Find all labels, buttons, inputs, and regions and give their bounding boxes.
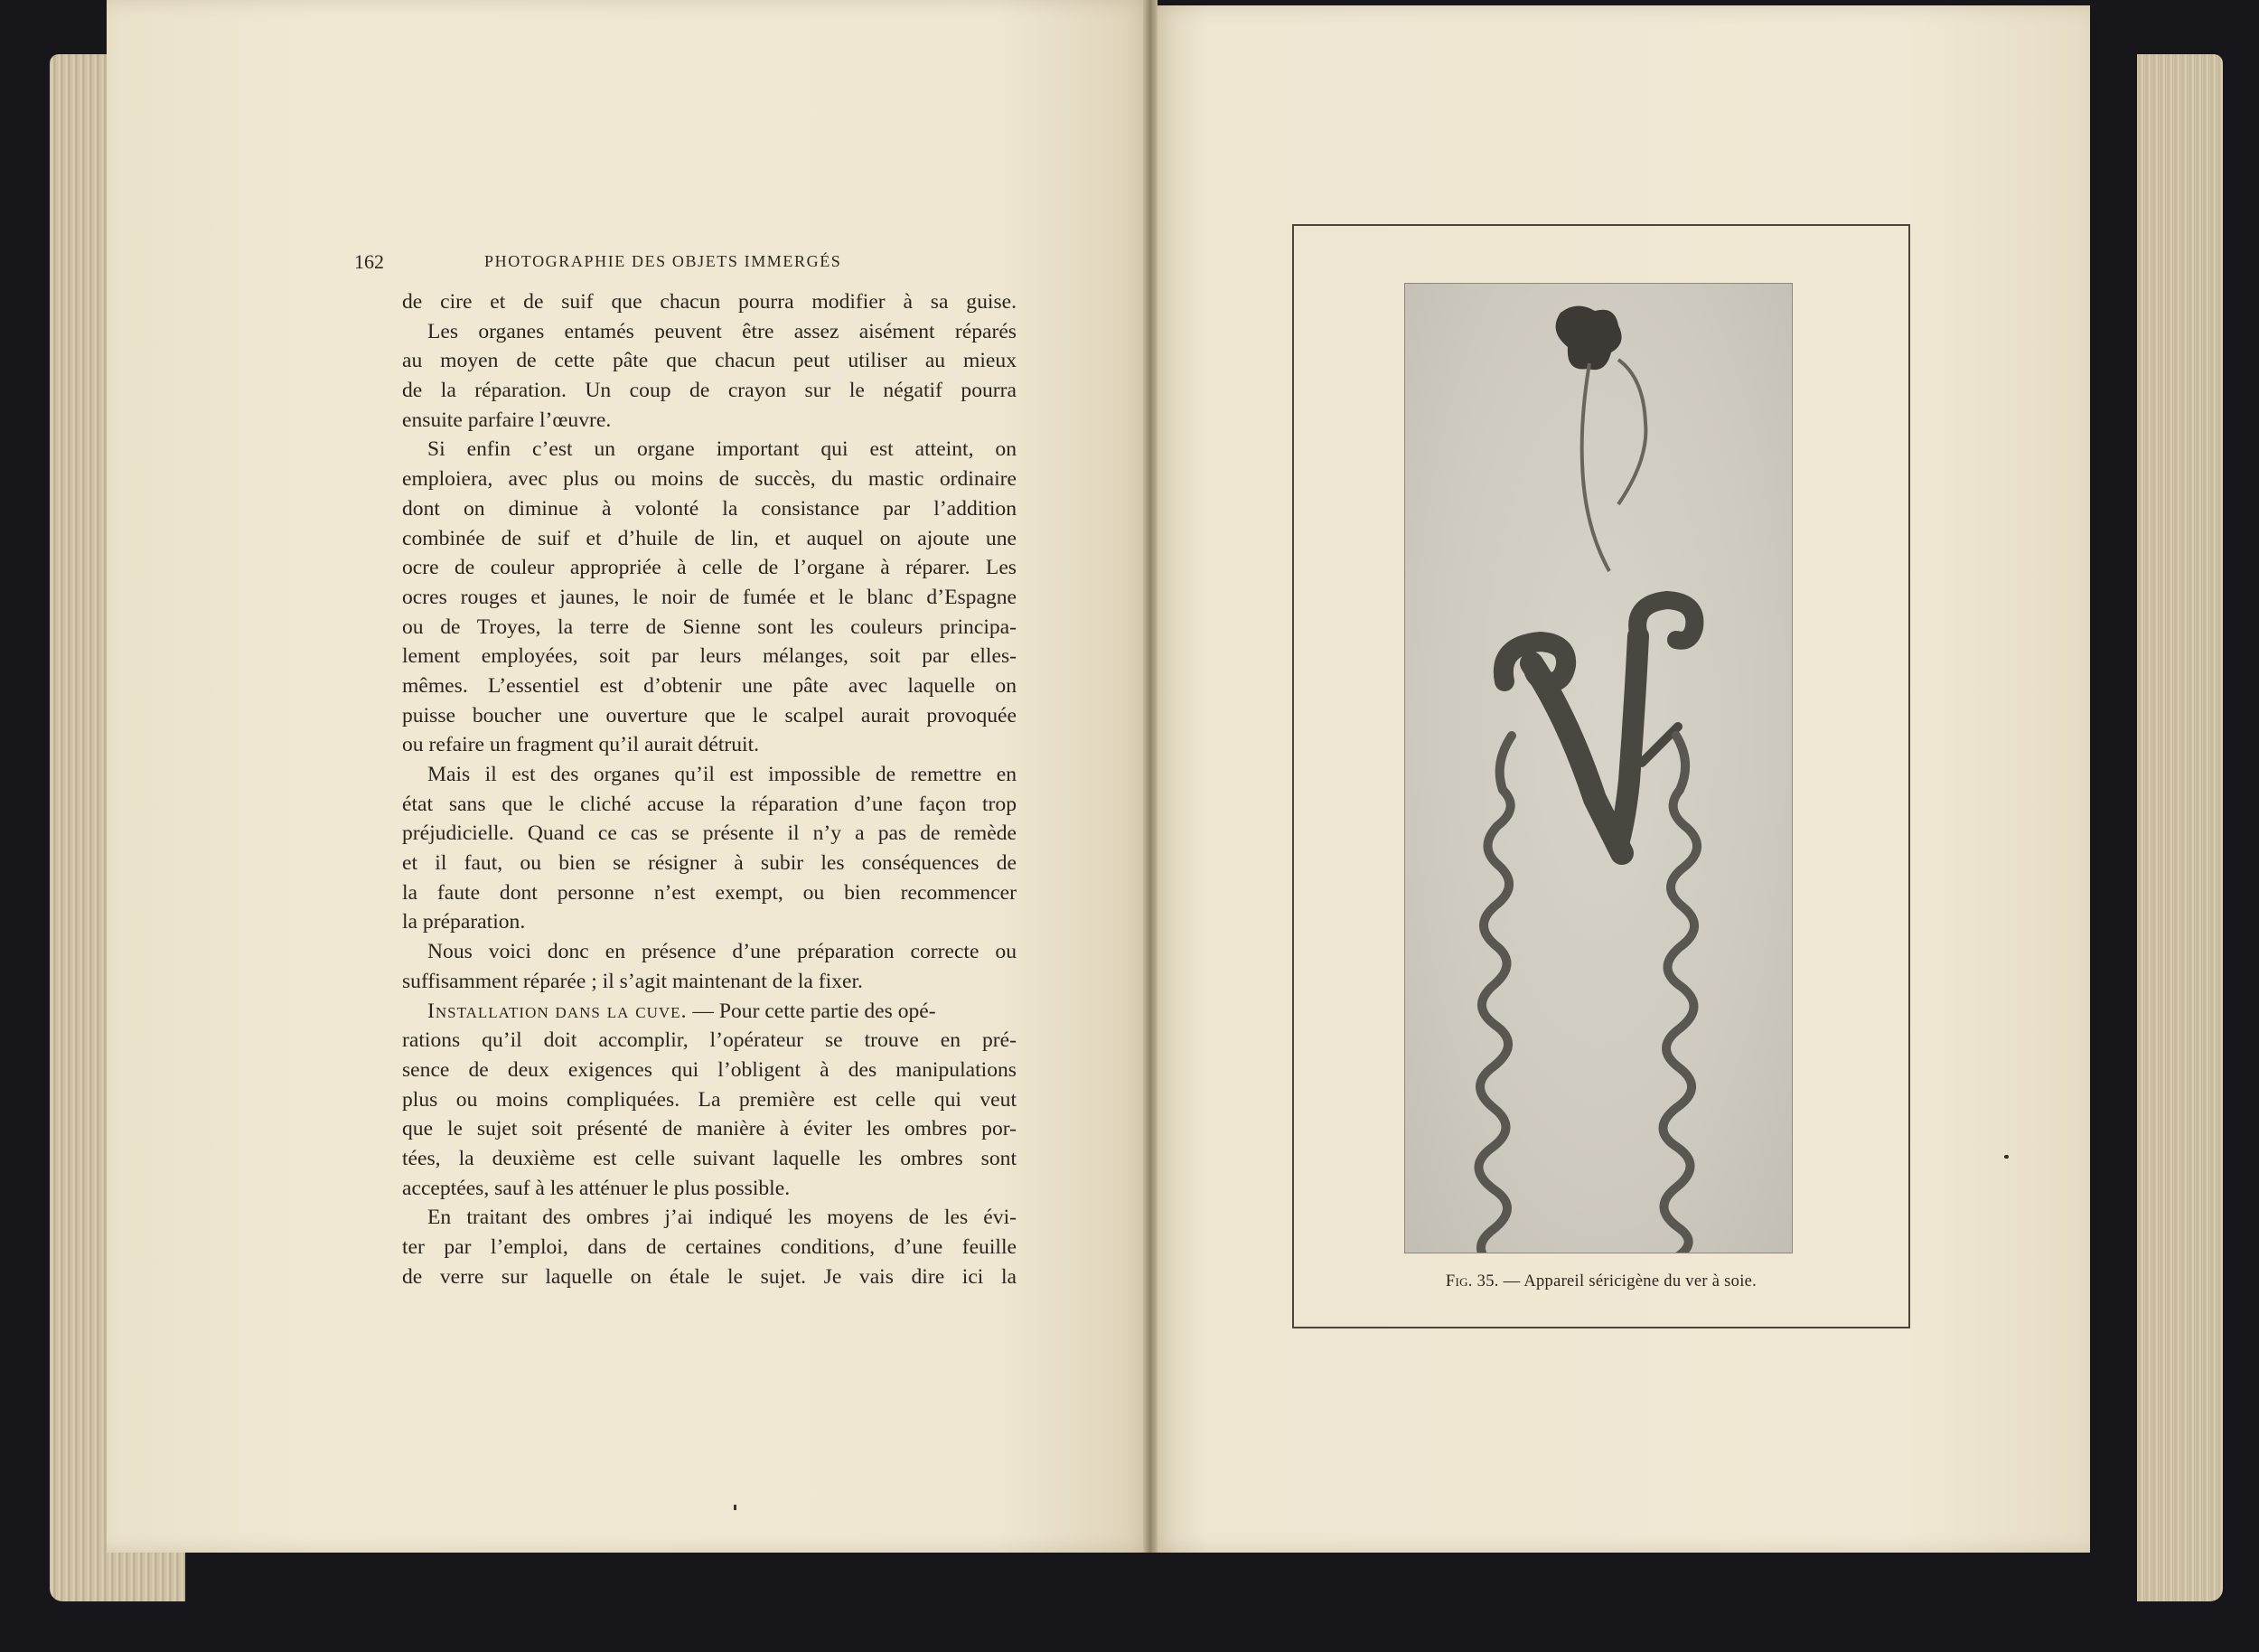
book-gutter bbox=[1143, 0, 1158, 1553]
text-line: état sans que le cliché accuse la réparation d’une façon trop bbox=[402, 792, 1017, 816]
page-mark bbox=[734, 1505, 736, 1510]
text-line: que le sujet soit présenté de manière à éviter les ombres por- bbox=[402, 1117, 1017, 1141]
page-edges-right bbox=[2137, 54, 2223, 1601]
text-line: Nous voici donc en présence d’une préparation correcte ou bbox=[427, 940, 1017, 964]
text-line: emploiera, avec plus ou moins de succès, du mastic ordinaire bbox=[402, 467, 1017, 492]
text-line: de la réparation. Un coup de crayon sur le négatif pourra bbox=[402, 379, 1017, 403]
figure-photograph bbox=[1404, 283, 1793, 1253]
running-head bbox=[354, 250, 1017, 281]
text-line: plus ou moins compliquées. La première est celle qui veut bbox=[402, 1087, 1017, 1112]
text-line: suffisamment réparée ; il s’agit maintenant de la fixer. bbox=[402, 969, 863, 993]
text-line: de verre sur laquelle on étale le sujet. Je vais dire ici la bbox=[402, 1264, 1017, 1289]
text-line: sence de deux exigences qui l’obligent à des manipulations bbox=[402, 1057, 1017, 1082]
text-line: En traitant des ombres j’ai indiqué les moyens de les évi- bbox=[427, 1206, 1017, 1230]
text-line: ocres rouges et jaunes, le noir de fumée et le blanc d’Espagne bbox=[402, 585, 1017, 609]
figure-caption-text: — Appareil séricigène du ver à soie. bbox=[1503, 1272, 1758, 1291]
text-line: Si enfin c’est un organe important qui est atteint, on bbox=[427, 437, 1017, 462]
text-line: ocre de couleur appropriée à celle de l’organe à réparer. Les bbox=[402, 556, 1017, 580]
text-line: ensuite parfaire l’œuvre. bbox=[402, 408, 612, 432]
running-title: PHOTOGRAPHIE DES OBJETS IMMERGÉS bbox=[484, 252, 842, 270]
section-heading: Installation dans la cuve. bbox=[427, 999, 688, 1023]
text-line: de cire et de suif que chacun pourra modifier à sa guise. bbox=[402, 290, 1017, 314]
text-line: Mais il est des organes qu’il est impossible de remettre en bbox=[427, 763, 1017, 786]
text-line: acceptées, sauf à les atténuer le plus possible. bbox=[402, 1176, 791, 1200]
text-line: la faute dont personne n’est exempt, ou bien recommencer bbox=[402, 880, 1017, 905]
text-line: dont on diminue à volonté la consistance par l’addition bbox=[402, 496, 1017, 521]
text-line: ter par l’emploi, dans de certaines conditions, d’une feuille bbox=[402, 1235, 1017, 1259]
text-line: Installation dans la cuve. — Pour cette partie des opé- bbox=[427, 999, 936, 1023]
text-line: Les organes entamés peuvent être assez aisément réparés bbox=[427, 319, 1017, 343]
figure-caption bbox=[1292, 1272, 1910, 1291]
text-line: tées, la deuxième est celle suivant laquelle les ombres sont bbox=[402, 1146, 1017, 1170]
text-line: rations qu’il doit accomplir, l’opérateur se trouve en pré- bbox=[402, 1028, 1017, 1053]
text-line: puisse boucher une ouverture que le scalpel aurait provoquée bbox=[402, 703, 1017, 727]
text-line: ou refaire un fragment qu’il aurait détruit. bbox=[402, 733, 760, 757]
text-line: combinée de suif et d’huile de lin, et auquel on ajoute une bbox=[402, 526, 1017, 550]
text-line: la préparation. bbox=[402, 910, 526, 934]
text-line: au moyen de cette pâte que chacun peut utiliser au mieux bbox=[402, 349, 1017, 373]
page-speck bbox=[2004, 1155, 2009, 1159]
page-number: 162 bbox=[354, 250, 384, 273]
silk-gland-illustration bbox=[1405, 284, 1792, 1253]
text-line: lement employées, soit par leurs mélanges, soit par elles- bbox=[402, 644, 1017, 669]
text-line: et il faut, ou bien se résigner à subir les conséquences de bbox=[402, 851, 1017, 876]
text-line: ou de Troyes, la terre de Sienne sont les couleurs principa- bbox=[402, 615, 1017, 639]
text-line: préjudicielle. Quand ce cas se présente il n’y a pas de remède bbox=[402, 821, 1017, 846]
body-text bbox=[402, 287, 1017, 1291]
text-line: mêmes. L’essentiel est d’obtenir une pâte avec laquelle on bbox=[402, 673, 1017, 698]
figure-number: Fig. 35. bbox=[1445, 1272, 1499, 1291]
